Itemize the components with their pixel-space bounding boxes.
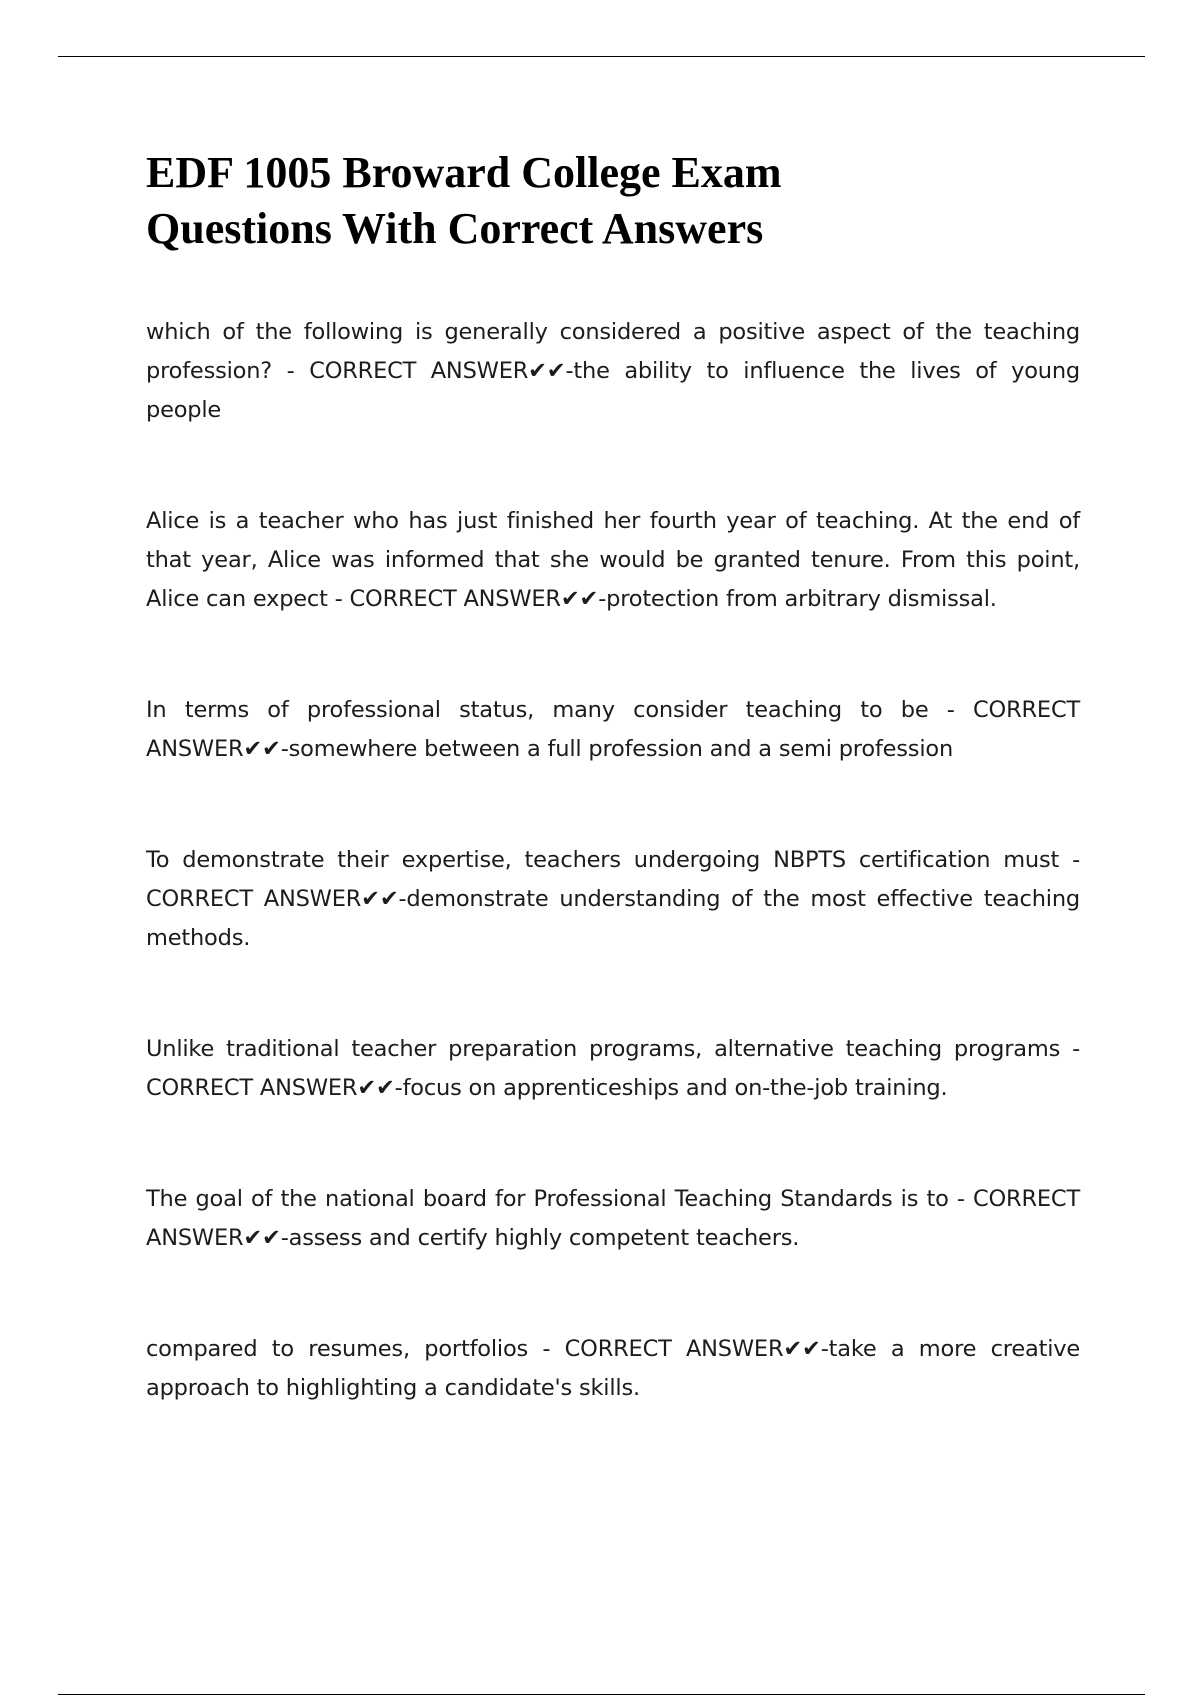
check-mark-icon: ✔✔ (243, 1225, 281, 1251)
qa-item: The goal of the national board for Professional Teaching Standards is to - CORRECT ANSWER✔✔-assess and certify highly competent teachers. (146, 1186, 1080, 1251)
question-text: compared to resumes, portfolios (146, 1336, 529, 1362)
qa-item: Unlike traditional teacher preparation programs, alternative teaching programs - CORRECT ANSWER✔✔-focus on apprenticeships and on-the-job training. (146, 1036, 1081, 1101)
qa-item: compared to resumes, portfolios - CORRECT ANSWER✔✔-take a more creative approach to highlighting a candidate's skills. (146, 1336, 1080, 1401)
check-mark-icon: ✔✔ (783, 1336, 821, 1362)
question-text: In terms of professional status, many consider teaching to be (146, 697, 929, 723)
answer-label: CORRECT ANSWER (146, 1186, 1080, 1251)
question-text: Unlike traditional teacher preparation programs, alternative teaching programs (146, 1036, 1061, 1062)
answer-label: CORRECT ANSWER (309, 358, 529, 384)
question-text: Alice is a teacher who has just finished her fourth year of teaching. At the end of that year, Alice was informed that she would be granted tenure. From this point, Alice can expect (146, 508, 1080, 612)
header-rule (58, 56, 1145, 57)
qa-item: which of the following is generally considered a positive aspect of the teaching profession? - CORRECT ANSWER✔✔-the ability to influence the lives of young people (146, 319, 1080, 423)
question-text: The goal of the national board for Professional Teaching Standards is to (146, 1186, 949, 1212)
check-mark-icon: ✔✔ (560, 586, 599, 612)
answer-text: focus on apprenticeships and on-the-job training. (402, 1075, 948, 1101)
answer-text: demonstrate understanding of the most effective teaching methods. (146, 886, 1080, 951)
document-title: EDF 1005 Broward College Exam Questions With Correct Answers (146, 148, 782, 253)
question-text: To demonstrate their expertise, teachers undergoing NBPTS certification must (146, 847, 1060, 873)
answer-label: CORRECT ANSWER (564, 1336, 784, 1362)
check-mark-icon: ✔✔ (361, 886, 399, 912)
answer-label: CORRECT ANSWER (146, 886, 362, 912)
answer-label: CORRECT ANSWER (146, 1075, 358, 1101)
check-mark-icon: ✔✔ (528, 358, 566, 384)
answer-text: take a more creative approach to highlighting a candidate's skills. (146, 1336, 1080, 1401)
answer-text: assess and certify highly competent teachers. (288, 1225, 800, 1251)
qa-item: Alice is a teacher who has just finished her fourth year of teaching. At the end of that year, Alice was informed that she would be granted tenure. From this point, Alice can expect - CORRECT ANSWER✔✔-protection from arbitrary dismissal. (146, 508, 1080, 612)
answer-label: CORRECT ANSWER (146, 697, 1081, 762)
footer-rule (58, 1694, 1145, 1695)
qa-item: In terms of professional status, many consider teaching to be - CORRECT ANSWER✔✔-somewhere between a full profession and a semi profession (146, 697, 1081, 762)
answer-label: CORRECT ANSWER (349, 586, 561, 612)
answer-text: somewhere between a full profession and a semi profession (288, 736, 954, 762)
answer-text: protection from arbitrary dismissal. (606, 586, 997, 612)
check-mark-icon: ✔✔ (243, 736, 281, 762)
qa-item: To demonstrate their expertise, teachers undergoing NBPTS certification must - CORRECT ANSWER✔✔-demonstrate understanding of the most effective teaching methods. (146, 847, 1081, 951)
question-text: which of the following is generally considered a positive aspect of the teaching profession? (146, 319, 1080, 384)
document-body (146, 145, 1080, 1408)
answer-text: the ability to influence the lives of young people (146, 358, 1080, 423)
check-mark-icon: ✔✔ (357, 1075, 395, 1101)
